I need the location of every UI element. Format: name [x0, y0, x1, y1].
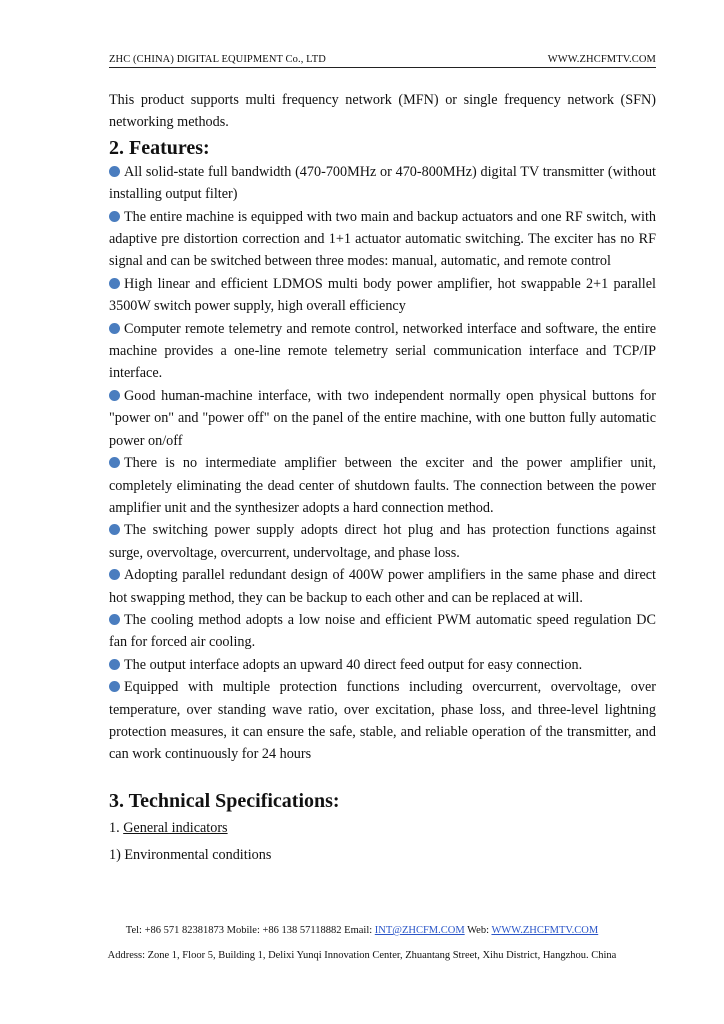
footer-address: Address: Zone 1, Floor 5, Building 1, Delixi Yunqi Innovation Center, Zhuantang Street, Xihu District, Hangzhou. China: [107, 950, 617, 961]
feature-item: The cooling method adopts a low noise and efficient PWM automatic speed regulation DC fan for forced air cooling.: [109, 611, 656, 651]
feature-item: The entire machine is equipped with two main and backup actuators and one RF switch, with adaptive pre distortion correction and 1+1 actuator automatic switching. The exciter has no RF signal and can be switched between three modes: manual, automatic, and remote control: [109, 208, 656, 270]
circle-bullet-icon: [109, 323, 120, 334]
feature-item: The switching power supply adopts direct hot plug and has protection functions against surge, overvoltage, overcurrent, undervoltage, and phase loss.: [109, 522, 656, 561]
features-list: [109, 161, 656, 766]
footer-contact: Tel: +86 571 82381873 Mobile: +86 138 57118882 Email: INT@ZHCFM.COM Web: WWW.ZHCFMTV.COM: [125, 925, 599, 936]
general-indicators-label: General indicators: [123, 819, 228, 836]
environmental-conditions: 1) Environmental conditions: [109, 847, 272, 864]
circle-bullet-icon: [109, 457, 120, 468]
circle-bullet-icon: [109, 211, 120, 222]
circle-bullet-icon: [109, 390, 120, 401]
feature-item: Adopting parallel redundant design of 400W power amplifiers in the same phase and direct hot swapping method, they can be backup to each other and can be replaced at will.: [109, 567, 656, 606]
email-link[interactable]: INT@ZHCFM.COM: [374, 925, 465, 936]
specs-subheading: 1. General indicators: [109, 819, 228, 836]
header-company: ZHC (CHINA) DIGITAL EQUIPMENT Co., LTD: [109, 54, 326, 65]
circle-bullet-icon: [109, 659, 120, 670]
features-heading: 2. Features:: [109, 136, 210, 159]
specs-heading: 3. Technical Specifications:: [109, 789, 340, 812]
circle-bullet-icon: [109, 614, 120, 625]
feature-item: There is no intermediate amplifier between the exciter and the power amplifier unit, completely eliminating the dead center of shutdown faults. The connection between the power amplifier unit and the synthesizer adopts a hard connection method.: [109, 455, 656, 516]
header-website: WWW.ZHCFMTV.COM: [547, 54, 656, 65]
feature-item: High linear and efficient LDMOS multi body power amplifier, hot swappable 2+1 parallel 3500W switch power supply, high overall efficiency: [109, 275, 656, 315]
circle-bullet-icon: [109, 524, 120, 535]
circle-bullet-icon: [109, 681, 120, 692]
feature-item: Computer remote telemetry and remote control, networked interface and software, the entire machine provides a one-line remote telemetry serial communication interface and TCP/IP interface.: [109, 320, 656, 382]
feature-item: Equipped with multiple protection functions including overcurrent, overvoltage, over temperature, over standing wave ratio, over excitation, phase loss, and three-level lightning protection measures, it can ensure the safe, stable, and reliable operation of the transmitter, and can work continuously for 24 hours: [109, 679, 656, 763]
feature-item: The output interface adopts an upward 40 direct feed output for easy connection.: [109, 654, 656, 676]
intro-paragraph: This product supports multi frequency network (MFN) or single frequency network (SFN) networking methods.: [109, 92, 656, 131]
circle-bullet-icon: [109, 569, 120, 580]
website-link[interactable]: WWW.ZHCFMTV.COM: [491, 925, 599, 936]
page-content: [109, 89, 656, 867]
circle-bullet-icon: [109, 278, 120, 289]
feature-item: Good human-machine interface, with two independent normally open physical buttons for "power on" and "power off" on the panel of the entire machine, with one button fully automatic power on/off: [109, 387, 656, 449]
feature-item: All solid-state full bandwidth (470-700MHz or 470-800MHz) digital TV transmitter (without installing output filter): [109, 163, 656, 203]
circle-bullet-icon: [109, 166, 120, 177]
page-header: [109, 54, 656, 68]
